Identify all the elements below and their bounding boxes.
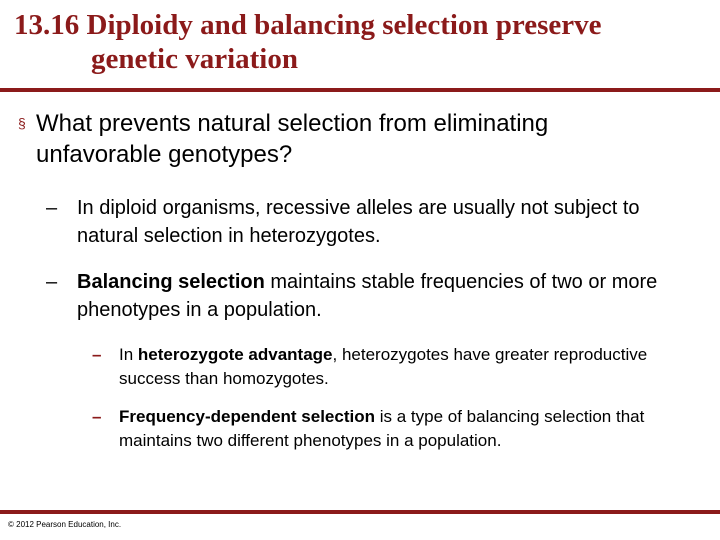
sub-bullet-balancing: [46, 268, 676, 324]
sub-sub-bullet-frequency: [92, 405, 672, 453]
sub-sub-bullet-rest: , heterozygotes have greater reproductive success than homozygotes.: [119, 345, 648, 388]
term-balancing-selection: Balancing selection: [77, 271, 265, 293]
title-line-1: 13.16 Diploidy and balancing selection preserve: [14, 9, 602, 41]
term-heterozygote-advantage: heterozygote advantage: [137, 345, 333, 364]
sub-bullet-rest: maintains stable frequencies of two or more phenotypes in a population.: [77, 271, 658, 321]
main-bullet: [18, 108, 678, 170]
title-line-2: genetic variation: [91, 43, 298, 75]
dash-icon: –: [92, 345, 102, 364]
dash-icon: –: [46, 271, 58, 293]
sub-sub-bullet-pre: In: [119, 345, 138, 364]
dash-icon: –: [92, 407, 102, 426]
sub-sub-bullet-text: [92, 343, 672, 391]
sub-sub-bullet-text: [92, 405, 672, 453]
footer-divider: [0, 510, 720, 514]
main-bullet-text: What prevents natural selection from eliminating unfavorable genotypes?: [36, 110, 549, 168]
section-bullet-icon: §: [18, 115, 26, 131]
title-divider: [0, 88, 720, 92]
sub-sub-bullet-rest: is a type of balancing selection that maintains two different phenotypes in a population.: [119, 407, 645, 450]
slide-title: [14, 8, 704, 76]
term-frequency-dependent-selection: Frequency-dependent selection: [119, 407, 375, 426]
copyright-footer: © 2012 Pearson Education, Inc.: [8, 520, 122, 529]
sub-bullet-diploid: [46, 194, 676, 250]
sub-bullet-text: [46, 268, 676, 324]
dash-icon: –: [46, 197, 58, 219]
sub-bullet-text: In diploid organisms, recessive alleles are usually not subject to natural selection in heterozygotes.: [77, 197, 640, 247]
sub-sub-bullet-heterozygote: [92, 343, 672, 391]
